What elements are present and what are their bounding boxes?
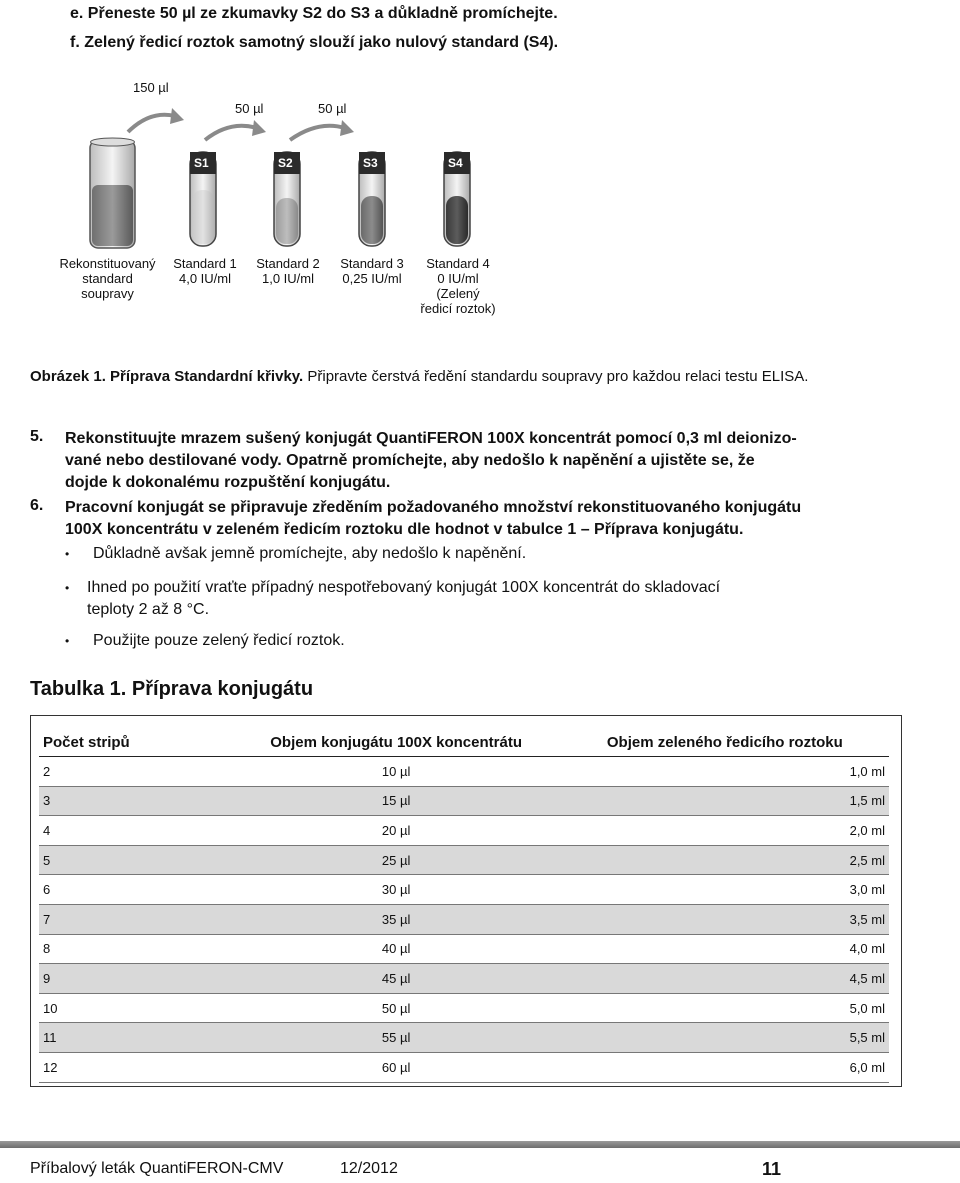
tube-tag-s1: S1: [194, 156, 209, 170]
bullet-icon: •: [65, 634, 70, 648]
table-cell: 4,5 ml: [561, 964, 889, 994]
table-cell: 2,5 ml: [561, 845, 889, 875]
arrow-head-icon: [252, 120, 266, 136]
tube-label-s4: Standard 4 0 IU/ml (Zelený ředicí roztok): [420, 256, 496, 316]
footer-document-name: Příbalový leták QuantiFERON-CMV: [30, 1160, 284, 1177]
transfer-label-3: 50 µl: [318, 101, 347, 116]
table-cell: 30 µl: [232, 875, 561, 905]
table-cell: 40 µl: [232, 934, 561, 964]
col-header-diluent: Objem zeleného ředicího roztoku: [561, 728, 889, 757]
bullet-icon: •: [65, 581, 70, 595]
arrow-icon: [290, 126, 345, 140]
bullet-item-1: Důkladně avšak jemně promíchejte, aby nedošlo k napěnění.: [93, 545, 527, 562]
table-row: [39, 904, 889, 934]
col-header-conjugate: Objem konjugátu 100X koncentrátu: [232, 728, 561, 757]
step-f: f. Zelený ředicí roztok samotný slouží jako nulový standard (S4).: [70, 34, 559, 51]
table-cell: 6,0 ml: [561, 1052, 889, 1082]
tube-tag-s2: S2: [278, 156, 293, 170]
arrow-icon: [205, 126, 257, 140]
table-row: [39, 816, 889, 846]
step-6-number: 6.: [30, 497, 44, 514]
table-row: [39, 1052, 889, 1082]
tube-label-s2: Standard 2 1,0 IU/ml: [256, 256, 320, 286]
table-row: [39, 993, 889, 1023]
tube-tag-s3: S3: [363, 156, 378, 170]
table-cell: 60 µl: [232, 1052, 561, 1082]
arrow-head-icon: [340, 120, 354, 136]
table-row: [39, 934, 889, 964]
table-cell: 6: [39, 875, 232, 905]
tubes-illustration: [0, 95, 960, 255]
caption-title: Obrázek 1. Příprava Standardní křivky.: [30, 368, 304, 385]
table-cell: 5,5 ml: [561, 1023, 889, 1053]
table-cell: 7: [39, 904, 232, 934]
table-cell: 15 µl: [232, 786, 561, 816]
step-5-number: 5.: [30, 428, 44, 445]
table-cell: 2: [39, 757, 232, 787]
table-cell: 3,5 ml: [561, 904, 889, 934]
footer-page-number: 11: [762, 1159, 782, 1179]
tube-label-s3: Standard 3 0,25 IU/ml: [340, 256, 404, 286]
footer-date: 12/2012: [340, 1160, 398, 1177]
table-row: [39, 845, 889, 875]
table-cell: 5,0 ml: [561, 993, 889, 1023]
table-cell: 10 µl: [232, 757, 561, 787]
table-cell: 2,0 ml: [561, 816, 889, 846]
table-cell: 3: [39, 786, 232, 816]
bullet-item-2: Ihned po použití vraťte případný nespotřebovaný konjugát 100X koncentrát do skladovací teploty 2 až 8 °C.: [87, 579, 721, 618]
table-row: [39, 757, 889, 787]
table-cell: 50 µl: [232, 993, 561, 1023]
table-cell: 4,0 ml: [561, 934, 889, 964]
table-cell: 25 µl: [232, 845, 561, 875]
table-row: [39, 1023, 889, 1053]
footer-rule: [0, 1141, 960, 1148]
table-cell: 55 µl: [232, 1023, 561, 1053]
table-cell: 35 µl: [232, 904, 561, 934]
arrow-icon: [128, 115, 175, 132]
transfer-label-2: 50 µl: [235, 101, 264, 116]
transfer-label-1: 150 µl: [133, 80, 169, 95]
caption-text: Připravte čerstvá ředění standardu soupravy pro každou relaci testu ELISA.: [303, 368, 809, 385]
step-6-text: Pracovní konjugát se připravuje zředěním požadovaného množství rekonstituovaného konjugátu 100X koncentrátu v zeleném ředicím roztoku dle hodnot v tabulce 1 – Příprava konjugátu.: [65, 499, 802, 538]
table-cell: 1,5 ml: [561, 786, 889, 816]
table-cell: 4: [39, 816, 232, 846]
tube-label-reconstituted: Rekonstituovaný standard soupravy: [59, 256, 156, 301]
conjugate-table: [39, 728, 889, 1083]
figure-caption: [30, 368, 808, 385]
table-row: [39, 964, 889, 994]
step-5-text: Rekonstituujte mrazem sušený konjugát QuantiFERON 100X koncentrát pomocí 0,3 ml deionizo- vané nebo destilované vody. Opatrně promíchejte, aby nedošlo k napěnění a ujistěte se, že dojde k dokonalému rozpuštění konjugátu.: [65, 430, 797, 491]
table-cell: 9: [39, 964, 232, 994]
table-cell: 10: [39, 993, 232, 1023]
table-cell: 1,0 ml: [561, 757, 889, 787]
bullet-icon: •: [65, 547, 70, 561]
bullet-item-3: Použijte pouze zelený ředicí roztok.: [93, 632, 345, 649]
table-row: [39, 786, 889, 816]
table-header-row: [39, 728, 889, 757]
tube-label-s1: Standard 1 4,0 IU/ml: [173, 256, 237, 286]
table-title: Tabulka 1. Příprava konjugátu: [30, 678, 314, 700]
table-row: [39, 875, 889, 905]
table-cell: 5: [39, 845, 232, 875]
step-e: e. Přeneste 50 µl ze zkumavky S2 do S3 a důkladně promíchejte.: [70, 5, 558, 22]
table-cell: 12: [39, 1052, 232, 1082]
table-cell: 8: [39, 934, 232, 964]
col-header-strips: Počet stripů: [39, 728, 232, 757]
tube-tag-s4: S4: [448, 156, 463, 170]
table-cell: 3,0 ml: [561, 875, 889, 905]
table-cell: 45 µl: [232, 964, 561, 994]
arrow-head-icon: [170, 108, 184, 124]
conjugate-table-frame: [30, 715, 902, 1087]
table-cell: 11: [39, 1023, 232, 1053]
reconstituted-vial-icon: [90, 138, 135, 248]
table-cell: 20 µl: [232, 816, 561, 846]
